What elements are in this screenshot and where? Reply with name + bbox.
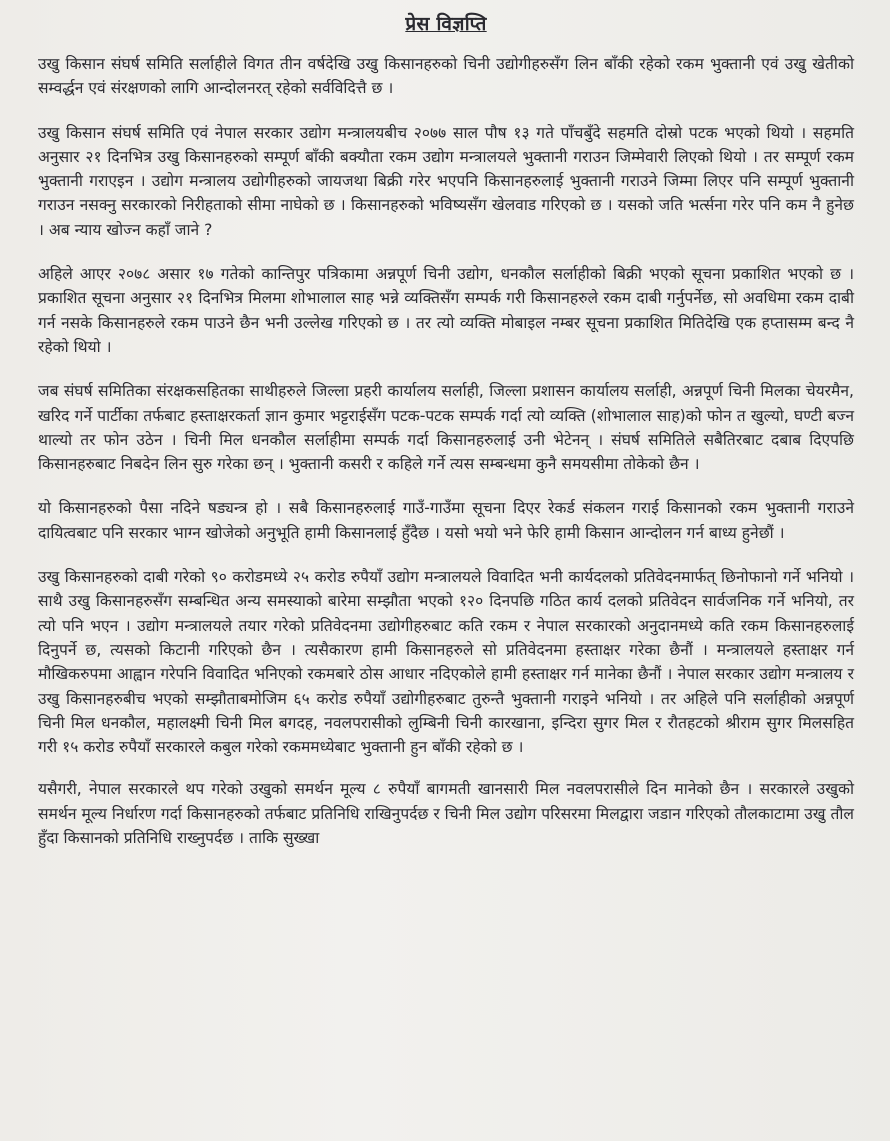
paragraph-contact-attempts: जब संघर्ष समितिका संरक्षकसहितका साथीहरुले जिल्ला प्रहरी कार्यालय सर्लाही, जिल्ला प्रशासन कार्यालय सर्लाही, अन्नपूर्ण चिनी मिलका चेयरमैन, खरिद गर्ने पार्टीका तर्फबाट हस्ताक्षरकर्ता ज्ञान कुमार भट्टराईसँग पटक-पटक सम्पर्क गर्दा त्यो व्यक्ति (शोभालाल साह)को फोन त खुल्यो, घण्टी बज्न थाल्यो तर फोन उठेन । चिनी मिल धनकौल सर्लाहीमा सम्पर्क गर्दा किसानहरुलाई उनी भेटेनन् । संघर्ष समितिले सबैतिरबाट दबाब दिएपछि किसानहरुबाट निबदेन लिन सुरु गरेका छन् । भुक्तानी कसरी र कहिले गर्ने त्यस सम्बन्धमा कुनै समयसीमा तोकेको छैन । [38, 382, 854, 474]
paragraph-sale-notice: अहिले आएर २०७८ असार १७ गतेको कान्तिपुर पत्रिकामा अन्नपूर्ण चिनी उद्योग, धनकौल सर्लाहीको बिक्री भएको सूचना प्रकाशित भएको छ । प्रकाशित सूचना अनुसार २१ दिनभित्र मिलमा शोभालाल साह भन्ने व्यक्तिसँग सम्पर्क गरी किसानहरुले रकम दाबी गर्नुपर्नेछ, सो अवधिमा रकम दाबी गर्न नसके किसानहरुले रकम पाउने छैन भनी उल्लेख गरिएको छ । तर त्यो व्यक्ति मोबाइल नम्बर सूचना प्रकाशित मितिदेखि एक हप्तासम्म बन्द नै रहेको थियो । [38, 265, 854, 356]
paragraph-support-price: यसैगरी, नेपाल सरकारले थप गरेको उखुको समर्थन मूल्य ८ रुपैयाँ बागमती खानसारी मिल नवलपरासीले दिन मानेको छैन । सरकारले उखुको समर्थन मूल्य निर्धारण गर्दा किसानहरुको तर्फबाट प्रतिनिधि राखिनुपर्दछ र चिनी मिल उद्योग परिसरमा मिलद्वारा जडान गरिएको तौलकाटामा उखु तौल हुँदा किसानको प्रतिनिधि राख्नुपर्दछ । ताकि सुख्खा [38, 780, 854, 848]
paragraph-conspiracy: यो किसानहरुको पैसा नदिने षड्यन्त्र हो । सबै किसानहरुलाई गाउँ-गाउँमा सूचना दिएर रेकर्ड संकलन गराई किसानको रकम भुक्तानी गराउने दायित्वबाट पनि सरकार भाग्न खोजेको अनुभूति हामी किसानलाई हुँदैछ । यसो भयो भने फेरि हामी किसान आन्दोलन गर्न बाध्य हुनेछौं । [38, 499, 854, 542]
paragraph-agreement: उखु किसान संघर्ष समिति एवं नेपाल सरकार उद्योग मन्त्रालयबीच २०७७ साल पौष १३ गते पाँचबुँदे सहमति दोस्रो पटक भएको थियो । सहमति अनुसार २१ दिनभित्र उखु किसानहरुको सम्पूर्ण बाँकी बक्यौता रकम उद्योग मन्त्रालयले भुक्तानी गराउन जिम्मेवारी लिएको थियो । तर सम्पूर्ण रकम भुक्तानी गराएइन । उद्योग मन्त्रालय उद्योगीहरुको जायजथा बिक्री गरेर भएपनि किसानहरुलाई भुक्तानी गराउने जिम्मा लिएर पनि सम्पूर्ण भुक्तानी गराउन नसक्नु सरकारको निरीहताको सीमा नाघेको छ । किसानहरुको भविष्यसँग खेलवाड गरिएको छ । यसको जति भर्त्सना गरेर पनि कम नै हुनेछ । अब न्याय खोज्न कहाँ जाने ? [38, 123, 854, 239]
page-title: प्रेस विज्ञप्ति [405, 13, 487, 35]
paragraph-intro: उखु किसान संघर्ष समिति सर्लाहीले विगत तीन वर्षदेखि उखु किसानहरुको चिनी उद्योगीहरुसँग लिन बाँकी रहेको रकम भुक्तानी एवं उखु खेतीको सम्वर्द्धन एवं संरक्षणको लागि आन्दोलनरत् रहेको सर्वविदित्तै छ । [38, 55, 854, 98]
paragraph-claims: उखु किसानहरुको दाबी गरेको ९० करोडमध्ये २५ करोड रुपैयाँ उद्योग मन्त्रालयले विवादित भनी कार्यदलको प्रतिवेदनमार्फत् छिनोफानो गर्ने भनियो । साथै उखु किसानहरुसँग सम्बन्धित अन्य समस्याको बारेमा सम्झौता भएको १२० दिनपछि गठित कार्य दलको प्रतिवेदन सार्वजनिक गर्ने भनियो, तर त्यो पनि भएन । उद्योग मन्त्रालयले तयार गरेको प्रतिवेदनमा उद्योगीहरुबाट कति रकम र नेपाल सरकारको अनुदानमध्ये कति रकम किसानहरुलाई दिनुपर्ने छ, त्यसको किटानी गरिएको छैन । त्यसैकारण हामी किसानहरुले सो प्रतिवेदनमा हस्ताक्षर गरेका छैनौं । मन्त्रालयले हस्ताक्षर गर्न मौखिकरुपमा आह्वान गरेपनि विवादित भनिएको रकमबारे ठोस आधार नदिएकोले हामी हस्ताक्षर गर्न मानेका छैनौं । नेपाल सरकार उद्योग मन्त्रालय र उखु किसानहरुबीच भएको सम्झौताबमोजिम ६५ करोड रुपैयाँ उद्योगीहरुबाट तुरुन्तै भुक्तानी गराइने भनियो । तर अहिले पनि सर्लाहीको अन्नपूर्ण चिनी मिल धनकौल, महालक्ष्मी चिनी मिल बगदह, नवलपरासीको लुम्बिनी चिनी कारखाना, इन्दिरा सुगर मिल र रौतहटको श्रीराम सुगर मिलसहित गरी १५ करोड रुपैयाँ सरकारले कबुल गरेको रकममध्येबाट भुक्तानी हुन बाँकी रहेको छ । [38, 568, 854, 757]
